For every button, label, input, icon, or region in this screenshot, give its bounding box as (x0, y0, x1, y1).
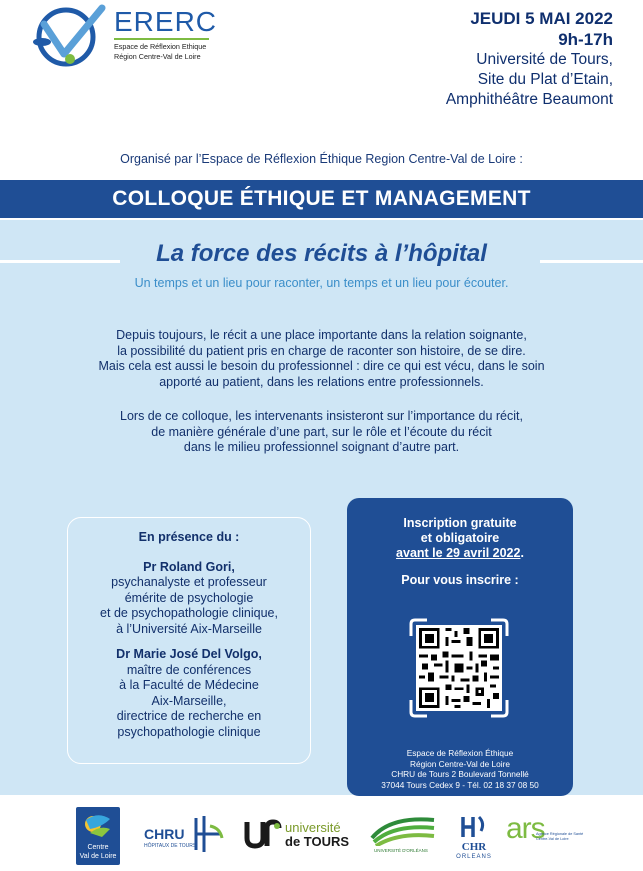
univ-orleans-emblem-icon (370, 814, 438, 846)
registration-line-2: et obligatoire (420, 531, 500, 545)
speaker-2-detail: à la Faculté de Médecine (119, 678, 259, 692)
speakers-box (67, 517, 311, 764)
speaker-1-detail: à l’Université Aix-Marseille (116, 621, 262, 636)
event-date: JEUDI 5 MAI 2022 (470, 9, 613, 28)
intro-line: dans le milieu professionnel soignant d’autre part. (183, 440, 460, 454)
region-emblem-icon (76, 807, 120, 843)
chru-subtext: HÔPITAUX DE TOURS (144, 843, 197, 849)
universite-tours-logo (243, 814, 355, 856)
subtitle: La force des récits à l’hôpital (156, 240, 487, 267)
speaker-2-name: Dr Marie José Del Volgo, (116, 647, 262, 661)
address-line: 37044 Tours Cedex 9 - Tél. 02 18 37 08 50 (381, 779, 539, 790)
chr-subtext: ORLEANS (456, 854, 492, 860)
speaker-1-detail: et de psychopathologie clinique, (100, 606, 278, 620)
qr-code[interactable] (416, 625, 502, 711)
ererc-logo (30, 4, 218, 74)
event-place-2: Site du Plat d’Etain, (477, 71, 613, 88)
registration-line-1: Inscription gratuite (403, 516, 517, 530)
event-info (446, 8, 613, 110)
address-line: Région Centre-Val de Loire (410, 758, 510, 769)
chru-text: CHRU (144, 826, 185, 842)
organiser-line: Organisé par l’Espace de Réflexion Éthique Region Centre-Val de Loire : (120, 152, 523, 166)
registration-deadline-suffix: . (520, 546, 524, 560)
ars-logo (506, 812, 584, 862)
region-name-2: Val de Loire (79, 853, 117, 860)
qr-code-icon (416, 625, 502, 711)
speaker-2-detail: directrice de recherche en (116, 709, 262, 723)
page-title: COLLOQUE ÉTHIQUE ET MANAGEMENT (0, 180, 643, 218)
intro-line: la possibilité du patient pris en charge de raconter son histoire, de se dire. (117, 343, 526, 358)
ars-subtext-1: Agence Régionale de Santé (536, 832, 584, 836)
intro-line: Lors de ce colloque, les intervenants insisteront sur l’importance du récit, (120, 409, 523, 423)
intro-line: apporté au patient, dans les relations entre professionnels. (159, 374, 484, 389)
registration-deadline: avant le 29 avril 2022 (396, 546, 521, 560)
intro-line: Depuis toujours, le récit a une place importante dans la relation soignante, (116, 328, 527, 342)
ars-text: ars (506, 812, 545, 845)
address-line: Espace de Réflexion Éthique (406, 748, 514, 758)
partner-logos (0, 798, 643, 871)
tagline: Un temps et un lieu pour raconter, un temps et un lieu pour écouter. (134, 276, 509, 290)
intro-paragraph-1 (0, 328, 643, 390)
logo-subtitle-2: Région Centre-Val de Loire (114, 52, 201, 61)
universite-orleans-logo (370, 814, 438, 856)
speaker-1-detail: psychanalyste et professeur (111, 575, 267, 589)
chr-orleans-logo (453, 813, 495, 863)
logo-subtitle-1: Espace de Réflexion Ethique (114, 42, 207, 51)
speaker-2-detail: maître de conférences (126, 662, 252, 677)
speaker-1-detail: émérite de psychologie (124, 590, 254, 605)
speaker-1-name: Pr Roland Gori, (143, 559, 235, 574)
logo-underline (114, 38, 209, 40)
univ-tours-text-1: université (285, 820, 341, 835)
event-time: 9h-17h (558, 30, 613, 49)
event-place-3: Amphithéâtre Beaumont (445, 91, 613, 108)
chru-emblem-icon (190, 814, 230, 854)
chr-orleans-emblem-icon (453, 813, 495, 841)
univ-tours-emblem-icon (243, 814, 283, 852)
event-place-1: Université de Tours, (476, 51, 613, 68)
speaker-2-detail: psychopathologie clinique (117, 724, 261, 739)
region-name-1: Centre (87, 844, 109, 851)
intro-line: de manière générale d’une part, sur le rôle et l’écoute du récit (151, 424, 492, 439)
logo-brand: ERERC (114, 6, 218, 37)
chr-text: CHR (461, 841, 487, 853)
speaker-2-detail: Aix-Marseille, (151, 693, 227, 708)
registration-cta: Pour vous inscrire : (401, 573, 519, 587)
intro-line: Mais cela est aussi le besoin du professionnel : dire ce qui est vécu, dans le soin (98, 359, 545, 373)
chru-tours-logo (142, 818, 232, 858)
ererc-emblem-icon (30, 4, 110, 70)
organiser-address (347, 748, 573, 790)
ars-subtext-2: Centre-Val de Loire (536, 837, 569, 841)
registration-box (347, 498, 573, 796)
speakers-heading: En présence du : (138, 530, 240, 544)
intro-paragraph-2 (0, 409, 643, 456)
centre-val-de-loire-logo (76, 807, 120, 865)
univ-tours-text-2: de TOURS (285, 834, 350, 849)
univ-orleans-text: UNIVERSITÉ D'ORLÉANS (374, 848, 428, 853)
address-line: CHRU de Tours 2 Boulevard Tonnellé (391, 769, 529, 780)
